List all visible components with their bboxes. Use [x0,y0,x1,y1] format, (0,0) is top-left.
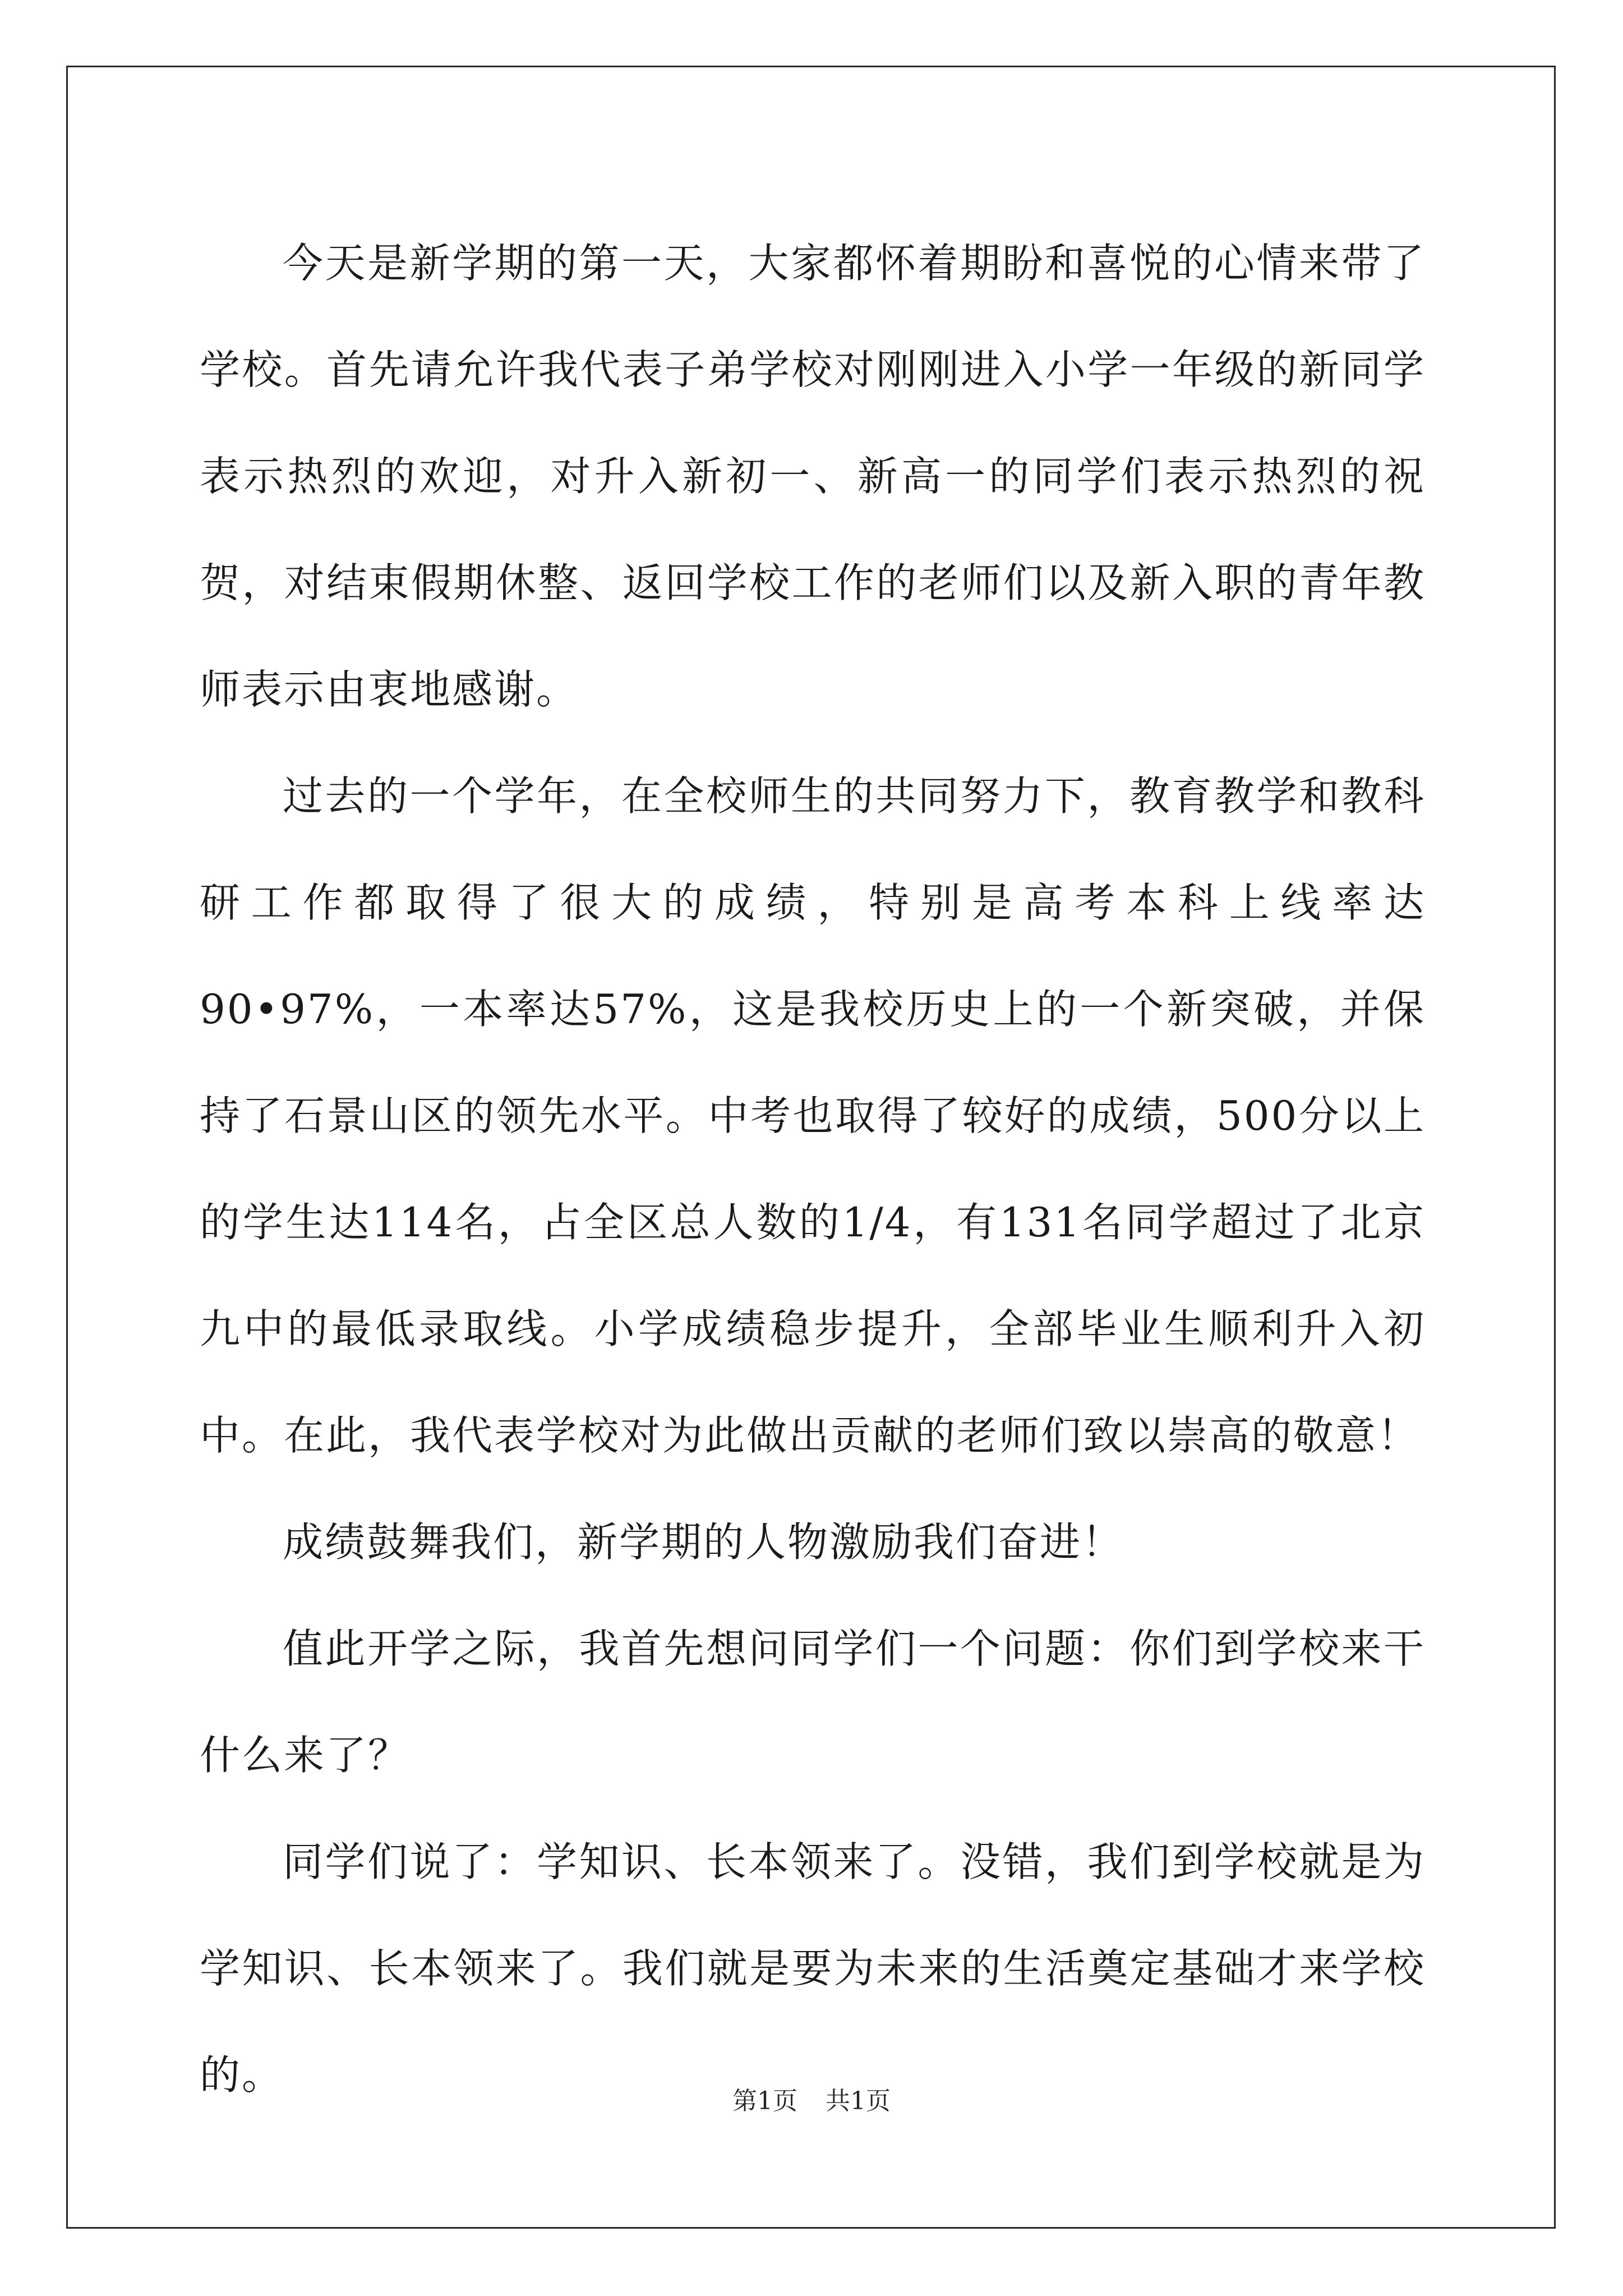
paragraph-1: 今天是新学期的第一天，大家都怀着期盼和喜悦的心情来带了学校。首先请允许我代表子弟学校对刚刚进入小学一年级的新同学表示热烈的欢迎，对升入新初一、新高一的同学们表示热烈的祝贺，对结束假期休整、返回学校工作的老师们以及新入职的青年教师表示由衷地感谢。 [200,240,1426,713]
paragraph-5: 同学们说了：学知识、长本领来了。没错，我们到学校就是为学知识、长本领来了。我们就是要为未来的生活奠定基础才来学校的。 [200,1838,1426,2099]
paragraph-3: 成绩鼓舞我们，新学期的人物激励我们奋进！ [283,1519,1124,1566]
document-body [200,210,1426,2128]
page-footer [0,2085,1623,2118]
paragraph-4: 值此开学之际，我首先想问同学们一个问题：你们到学校来干什么来了？ [200,1625,1426,1779]
page-number: 第1页 [732,2087,797,2115]
page-total: 共1页 [826,2087,891,2115]
paragraph-2: 过去的一个学年，在全校师生的共同努力下，教育教学和教科研工作都取得了很大的成绩，特别是高考本科上线率达90•97%，一本率达57%，这是我校历史上的一个新突破，并保持了石景山区的领先水平。中考也取得了较好的成绩，500分以上的学生达114名，占全区总人数的1/4，有131名同学超过了北京九中的最低录取线。小学成绩稳步提升，全部毕业生顺利升入初中。在此，我代表学校对为此做出贡献的老师们致以崇高的敬意！ [200,772,1426,1459]
